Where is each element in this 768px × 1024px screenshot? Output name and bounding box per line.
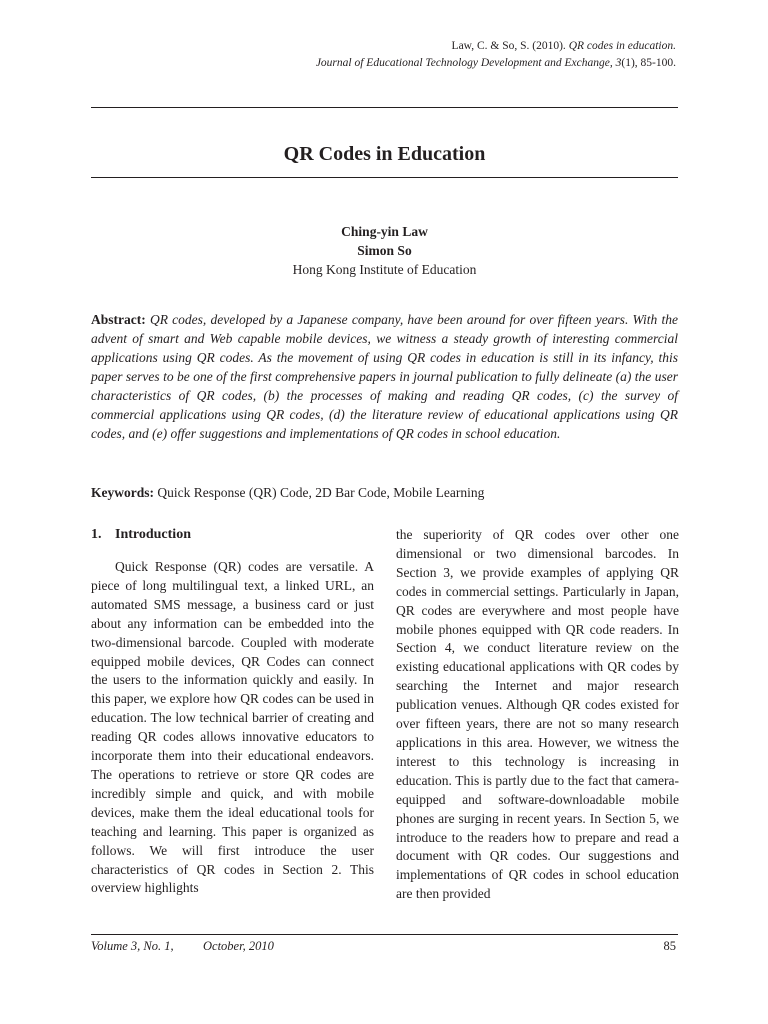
abstract-text: QR codes, developed by a Japanese company, have been around for over fifteen years. With the advent of smart and Web capable mobile devices, we witness a steady growth of interesting commercial applications using QR codes. As the movement of using QR codes in education is still in its infancy, this paper serves to be one of the first comprehensive papers in journal publication to fully delineate (a) the user characteristics of QR codes, (b) the processes of making and reading QR codes, (c) the survey of commercial applications using QR codes, (d) the literature review of educational applications using QR codes, and (e) offer suggestions and implementations of QR codes in school education. (91, 312, 679, 441)
body-paragraph-right: the superiority of QR codes over other one dimensional or two dimensional barcodes. In Section 3, we provide examples of applying QR codes in commercial settings. Particularly in Japan, QR codes are everywhere and most people have mobile phones equipped with QR code readers. In Section 4, we conduct literature review on the existing educational applications with QR codes by searching the Internet and major research publication venues. Although QR codes existed for over fifteen years, there are not so many research applications in this area. However, we witness the interest to this technology is increasing in education. This is partly due to the fact that camera-equipped and software-downloadable mobile phones are surging in recent years. In Section 5, we introduce to the readers how to prepare and read a document with QR codes. Our suggestions and implementations of QR codes in school education are then provided (396, 527, 679, 902)
body-column-right (396, 526, 679, 904)
author-institution: Hong Kong Institute of Education (292, 262, 477, 277)
footer-rule (91, 934, 678, 935)
section-title: Introduction (115, 527, 191, 542)
keywords (91, 483, 678, 502)
footer-volume: Volume 3, No. 1, (91, 939, 174, 953)
header-rule-top (91, 107, 678, 108)
abstract-label: Abstract: (91, 312, 146, 327)
section-number: 1. (91, 527, 102, 542)
keywords-label: Keywords: (91, 485, 154, 500)
author-name-2: Simon So (357, 243, 412, 258)
citation-article-title: QR codes in education. (568, 40, 676, 52)
author-name-1: Ching-yin Law (341, 224, 428, 239)
footer-issue (91, 939, 274, 954)
citation-header (316, 38, 676, 72)
page-number: 85 (663, 939, 676, 953)
abstract (91, 310, 678, 443)
paper-title: QR Codes in Education (283, 143, 486, 165)
keywords-text: Quick Response (QR) Code, 2D Bar Code, Mobile Learning (157, 485, 485, 500)
header-rule-bottom (91, 177, 678, 178)
section-heading (91, 526, 374, 545)
author-block (91, 222, 678, 279)
citation-authors: Law, C. & So, S. (2010). (451, 40, 569, 52)
citation-line-2 (316, 55, 676, 72)
citation-issue-pages: (1), 85-100. (621, 57, 676, 69)
citation-line-1 (316, 38, 676, 55)
citation-journal: Journal of Educational Technology Development and Exchange, 3 (315, 57, 622, 69)
body-column-left (91, 526, 374, 898)
footer-date: October, 2010 (203, 939, 274, 953)
body-paragraph-left: Quick Response (QR) codes are versatile. A piece of long multilingual text, a linked URL, an automated SMS message, a business card or just about any information can be embedded into the two-dimensional barcode. Coupled with moderate equipped mobile devices, QR Codes can connect the users to the information quickly and easily. In this paper, we explore how QR codes can be used in education. The low technical barrier of creating and reading QR codes allows innovative educators to incorporate them into their educational endeavors. The operations to retrieve or store QR codes are incredibly simple and quick, and with mobile devices, make them the ideal educational tools for teaching and learning. This paper is organized as follows. We will first introduce the user characteristics of QR codes in Section 2. This overview highlights (91, 559, 374, 896)
